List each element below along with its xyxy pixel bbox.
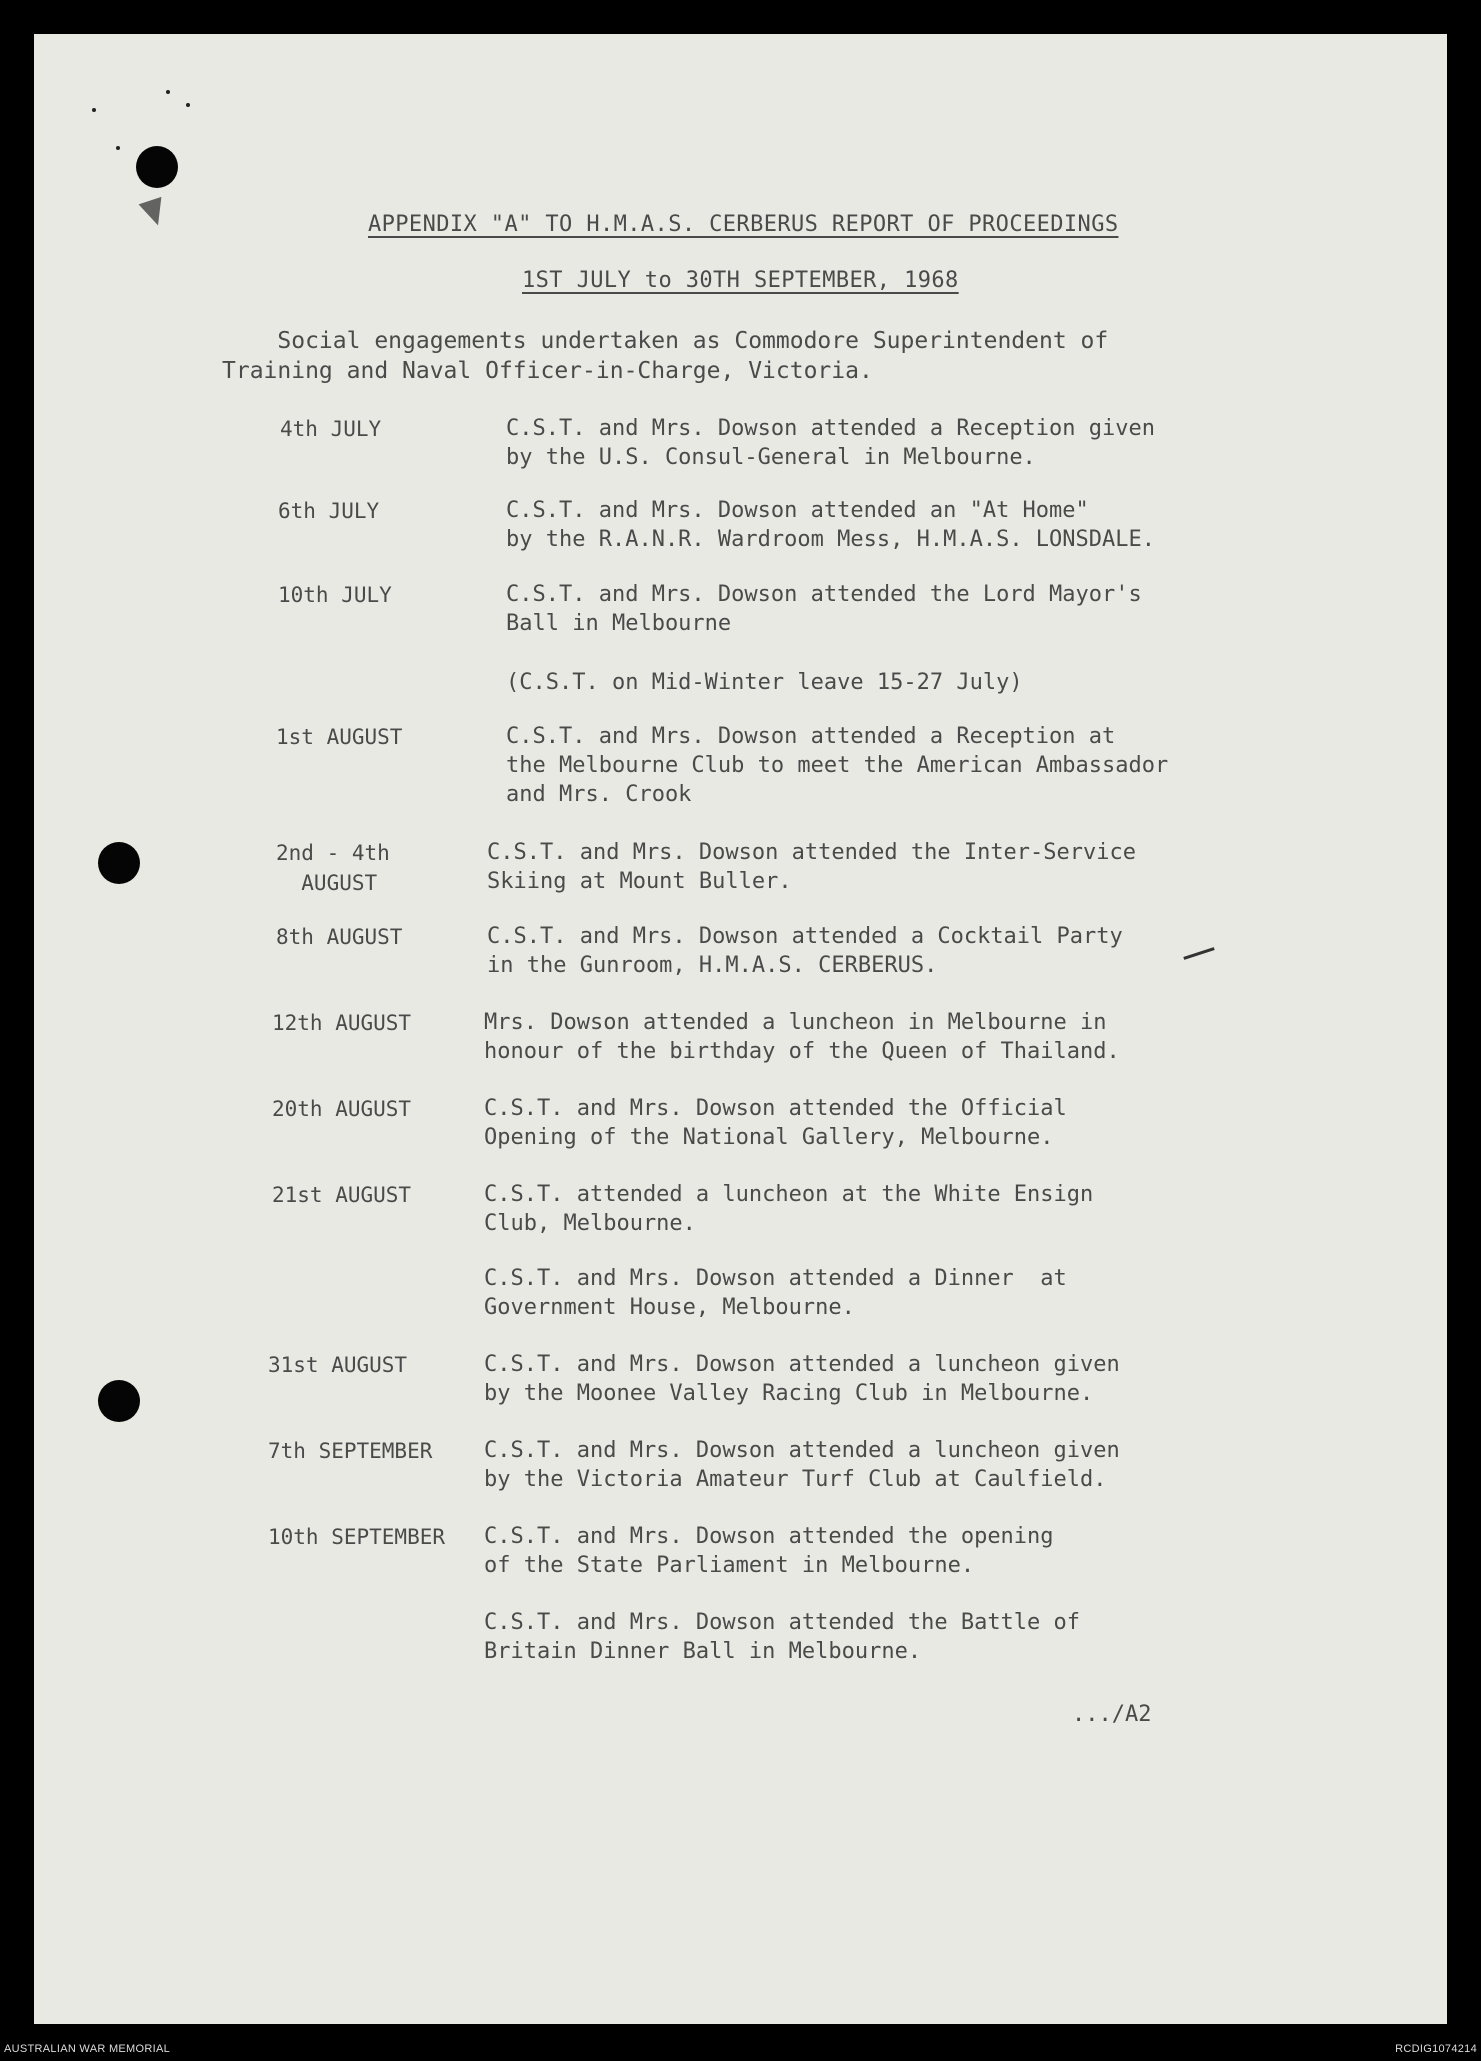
entry-date: 20th AUGUST xyxy=(272,1097,412,1121)
entry-line: C.S.T. and Mrs. Dowson attended an "At Home" xyxy=(506,498,1089,523)
document-title: APPENDIX "A" TO H.M.A.S. CERBERUS REPORT OF PROCEEDINGS xyxy=(368,212,1119,237)
entry-line: the Melbourne Club to meet the American Ambassador xyxy=(506,753,1169,778)
entry-date: 4th JULY xyxy=(280,417,382,441)
entry-line: C.S.T. and Mrs. Dowson attended the Official xyxy=(484,1096,1067,1121)
entry-date: 8th AUGUST xyxy=(276,925,403,949)
entry-line: C.S.T. and Mrs. Dowson attended a Reception at xyxy=(506,724,1116,749)
entry-line: C.S.T. and Mrs. Dowson attended a luncheon given xyxy=(484,1352,1120,1377)
entry-line: by the U.S. Consul-General in Melbourne. xyxy=(506,445,1036,470)
entry-line: Mrs. Dowson attended a luncheon in Melbourne in xyxy=(484,1010,1107,1035)
entry-line: (C.S.T. on Mid-Winter leave 15-27 July) xyxy=(506,670,1023,695)
entry-text xyxy=(484,1264,1067,1322)
entry-line: and Mrs. Crook xyxy=(506,782,692,807)
entry-date: 7th SEPTEMBER xyxy=(268,1439,433,1463)
entry-line: C.S.T. and Mrs. Dowson attended the Battle of xyxy=(484,1610,1081,1635)
entry-text xyxy=(484,1522,1054,1580)
entry-line: Club, Melbourne. xyxy=(484,1211,696,1236)
entry-line: C.S.T. and Mrs. Dowson attended the Lord Mayor's xyxy=(506,582,1142,607)
entry-line: of the State Parliament in Melbourne. xyxy=(484,1553,975,1578)
page-continuation: .../A2 xyxy=(1072,1702,1152,1727)
entry-line: Government House, Melbourne. xyxy=(484,1295,855,1320)
archive-id: RCDIG1074214 xyxy=(1395,2043,1477,2055)
entry-text xyxy=(484,1008,1120,1066)
entry-date: 2nd - 4th AUGUST xyxy=(276,841,390,895)
paper-speck xyxy=(166,90,170,94)
entry-line: C.S.T. attended a luncheon at the White Ensign xyxy=(484,1182,1094,1207)
entry-text xyxy=(487,838,1136,896)
punch-hole-middle xyxy=(98,842,140,884)
entry-line: Ball in Melbourne xyxy=(506,611,732,636)
intro-line: Social engagements undertaken as Commodore Superintendent of xyxy=(222,328,1109,354)
entry-line: in the Gunroom, H.M.A.S. CERBERUS. xyxy=(487,953,938,978)
entry-text xyxy=(506,496,1155,554)
entry-text xyxy=(506,668,1023,697)
entry-line: Britain Dinner Ball in Melbourne. xyxy=(484,1639,922,1664)
entry-line: C.S.T. and Mrs. Dowson attended a luncheon given xyxy=(484,1438,1120,1463)
entry-text xyxy=(506,580,1142,638)
entry-line: by the Victoria Amateur Turf Club at Caulfield. xyxy=(484,1467,1107,1492)
entry-date: 10th JULY xyxy=(278,583,392,607)
document-subtitle: 1ST JULY to 30TH SEPTEMBER, 1968 xyxy=(522,268,959,293)
entry-text xyxy=(487,922,1123,980)
entry-line: Opening of the National Gallery, Melbourne. xyxy=(484,1125,1054,1150)
entry-line: C.S.T. and Mrs. Dowson attended the opening xyxy=(484,1524,1054,1549)
entry-date: 6th JULY xyxy=(278,499,380,523)
entry-date: 31st AUGUST xyxy=(268,1353,408,1377)
punch-hole-top xyxy=(136,146,178,188)
entry-text xyxy=(506,722,1168,809)
entry-text xyxy=(484,1436,1120,1494)
entry-date: 1st AUGUST xyxy=(276,725,403,749)
entry-line: by the Moonee Valley Racing Club in Melbourne. xyxy=(484,1381,1094,1406)
entry-date: 10th SEPTEMBER xyxy=(268,1525,446,1549)
entry-text xyxy=(484,1608,1080,1666)
paper-speck xyxy=(186,103,190,107)
intro-paragraph xyxy=(222,326,1242,386)
entry-line: C.S.T. and Mrs. Dowson attended a Reception given xyxy=(506,416,1156,441)
paper-speck xyxy=(92,108,96,112)
entry-text xyxy=(506,414,1155,472)
entry-text xyxy=(484,1180,1093,1238)
entry-text xyxy=(484,1094,1067,1152)
entry-line: by the R.A.N.R. Wardroom Mess, H.M.A.S. LONSDALE. xyxy=(506,527,1156,552)
intro-line: Training and Naval Officer-in-Charge, Victoria. xyxy=(222,358,873,384)
entry-line: C.S.T. and Mrs. Dowson attended the Inter-Service xyxy=(487,840,1137,865)
entry-line: C.S.T. and Mrs. Dowson attended a Cocktail Party xyxy=(487,924,1123,949)
entry-line: honour of the birthday of the Queen of Thailand. xyxy=(484,1039,1120,1064)
entry-date: 12th AUGUST xyxy=(272,1011,412,1035)
entry-line: Skiing at Mount Buller. xyxy=(487,869,792,894)
paper-speck xyxy=(116,146,120,150)
punch-hole-lower xyxy=(98,1380,140,1422)
entry-text xyxy=(484,1350,1120,1408)
entry-date: 21st AUGUST xyxy=(272,1183,412,1207)
entry-line: C.S.T. and Mrs. Dowson attended a Dinner at xyxy=(484,1266,1067,1291)
archive-credit: AUSTRALIAN WAR MEMORIAL xyxy=(4,2043,171,2055)
